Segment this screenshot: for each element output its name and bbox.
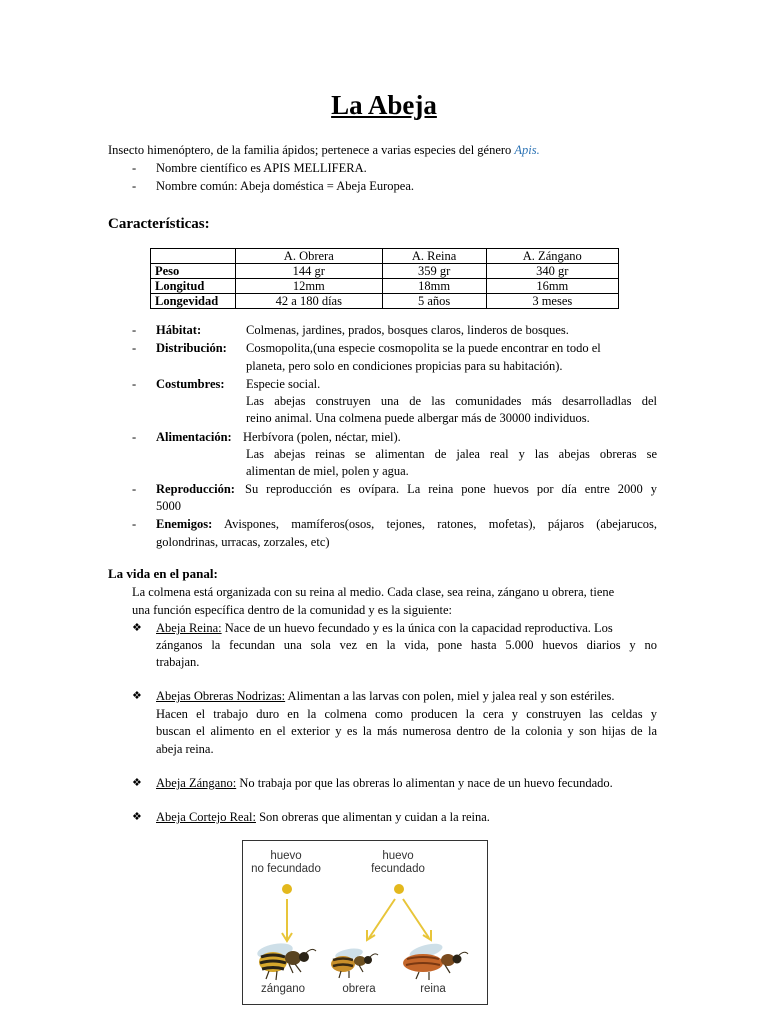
intro-bullet: Nombre científico es APIS MELLIFERA. — [156, 161, 367, 175]
enemigos-text: Avispones, mamíferos(osos, tejones, ratones, mofetas), pájaros (abejarucos, — [224, 517, 657, 531]
table-header-cell: A. Reina — [382, 249, 486, 264]
reina-text: Nace de un huevo fecundado y es la única con la capacidad reproductiva. Los — [221, 621, 613, 635]
reproduccion-text: Su reproducción es ovípara. La reina pone huevos por día entre 2000 y — [245, 482, 657, 496]
costumbres-label: Costumbres: — [156, 377, 225, 391]
label-obrera: obrera — [342, 983, 376, 995]
obreras-text: buscan el alimento en el exterior y es la más numerosa dentro de la colonia y son hijas de la — [156, 724, 657, 738]
zangano-paragraph — [156, 774, 613, 792]
table-row — [151, 264, 619, 279]
intro-bullet: Nombre común: Abeja doméstica = Abeja Europea. — [156, 179, 415, 193]
bullet-dash: - — [132, 341, 137, 355]
panal-intro: una función específica dentro de la comunidad y es la siguiente: — [132, 603, 453, 617]
bullet-dash: - — [132, 482, 137, 496]
label-huevo-fecundado: huevo fecundado — [371, 850, 425, 875]
alimentacion-text: Las abejas reinas se alimentan de jalea real y las abejas obreras se — [246, 447, 657, 461]
egg-icon — [282, 884, 292, 894]
costumbres-text: Las abejas construyen una de las comunidades más desarrolladlas del — [246, 394, 657, 408]
arrow-icon — [282, 899, 292, 941]
reina-text: trabajan. — [156, 655, 200, 669]
alimentacion-text: alimentan de miel, polen y agua. — [246, 464, 409, 478]
intro-text: Insecto himenóptero, de la familia ápidos; pertenece a varias especies del género — [108, 143, 515, 157]
table-cell: 16mm — [486, 279, 618, 294]
table-cell: 42 a 180 días — [236, 294, 383, 309]
bullet-dash: - — [132, 377, 137, 391]
habitat-label: Hábitat: — [156, 323, 202, 337]
diamond-bullet-icon: ❖ — [132, 777, 142, 789]
table-row — [151, 279, 619, 294]
reina-text: zánganos la fecundan una sola vez en la vida, pone hasta 5.000 huevos diarios y no — [156, 638, 657, 652]
table-cell: 340 gr — [486, 264, 618, 279]
alimentacion-text: Herbívora (polen, néctar, miel). — [243, 430, 401, 444]
bee-reina-icon — [403, 941, 468, 980]
costumbres-text: reino animal. Una colmena puede albergar más de 30000 individuos. — [246, 411, 590, 425]
table-header-row — [151, 249, 619, 264]
bullet-dash: - — [132, 430, 137, 444]
label-zangano: zángano — [260, 983, 306, 995]
diamond-bullet-icon: ❖ — [132, 811, 142, 823]
reproduccion-text: 5000 — [156, 499, 181, 513]
enemigos-text: golondrinas, urracas, zorzales, etc) — [156, 535, 330, 549]
characteristics-table — [150, 248, 619, 309]
panal-heading: La vida en el panal: — [108, 566, 218, 581]
diamond-bullet-icon: ❖ — [132, 690, 142, 702]
zangano-label: Abeja Zángano: — [156, 776, 237, 790]
table-row-label: Peso — [151, 264, 236, 279]
obreras-text: abeja reina. — [156, 742, 214, 756]
bullet-dash: - — [132, 323, 137, 337]
alimentacion-label: Alimentación: — [156, 430, 232, 444]
label-reina: reina — [420, 983, 446, 995]
bee-obrera-icon — [331, 947, 378, 978]
table-cell: 18mm — [382, 279, 486, 294]
cortejo-paragraph — [156, 808, 490, 826]
bee-diagram — [242, 840, 488, 1005]
cortejo-text: Son obreras que alimentan y cuidan a la reina. — [255, 810, 490, 824]
reproduccion-label: Reproducción: — [156, 482, 235, 496]
bee-zangano-icon — [256, 941, 316, 980]
reina-label: Abeja Reina: — [156, 621, 222, 635]
table-cell: 144 gr — [236, 264, 383, 279]
table-cell: 359 gr — [382, 264, 486, 279]
reina-paragraph — [156, 619, 613, 637]
obreras-paragraph — [156, 687, 615, 705]
table-header-cell: A. Obrera — [236, 249, 383, 264]
caracteristicas-heading: Características: — [108, 216, 210, 232]
distribucion-label: Distribución: — [156, 341, 227, 355]
obreras-text: Hacen el trabajo duro en la colmena como producen la cera y construyen las celdas y — [156, 707, 657, 721]
table-header-cell: A. Zángano — [486, 249, 618, 264]
egg-icon — [394, 884, 404, 894]
table-row — [151, 294, 619, 309]
table-cell: 3 meses — [486, 294, 618, 309]
page-title: La Abeja — [331, 90, 437, 120]
obreras-label: Abejas Obreras Nodrizas: — [156, 689, 286, 703]
table-cell: 12mm — [236, 279, 383, 294]
obreras-text: Alimentan a las larvas con polen, miel y jalea real y son estériles. — [285, 689, 615, 703]
intro-paragraph — [108, 141, 540, 159]
arrow-icon — [367, 899, 395, 940]
label-huevo-no-fecundado: huevo no fecundado — [251, 850, 321, 875]
zangano-text: No trabaja por que las obreras lo alimentan y nace de un huevo fecundado. — [236, 776, 613, 790]
arrow-icon — [403, 899, 431, 940]
diamond-bullet-icon: ❖ — [132, 622, 142, 634]
costumbres-text: Especie social. — [246, 377, 321, 391]
diagram-graphics — [243, 841, 487, 1004]
table-row-label: Longitud — [151, 279, 236, 294]
distribucion-text: planeta, pero solo en condiciones propicias para su habitación). — [246, 359, 563, 373]
habitat-text: Colmenas, jardines, prados, bosques claros, linderos de bosques. — [246, 323, 569, 337]
bullet-dash: - — [132, 161, 137, 175]
bullet-dash: - — [132, 517, 137, 531]
cortejo-label: Abeja Cortejo Real: — [156, 810, 256, 824]
genus-text: Apis. — [514, 143, 540, 157]
panal-intro: La colmena está organizada con su reina al medio. Cada clase, sea reina, zángano u obrera, tiene — [132, 585, 615, 599]
bullet-dash: - — [132, 179, 137, 193]
distribucion-text: Cosmopolita,(una especie cosmopolita se la puede encontrar en todo el — [246, 341, 601, 355]
enemigos-label: Enemigos: — [156, 517, 213, 531]
table-row-label: Longevidad — [151, 294, 236, 309]
table-header-cell — [151, 249, 236, 264]
table-cell: 5 años — [382, 294, 486, 309]
